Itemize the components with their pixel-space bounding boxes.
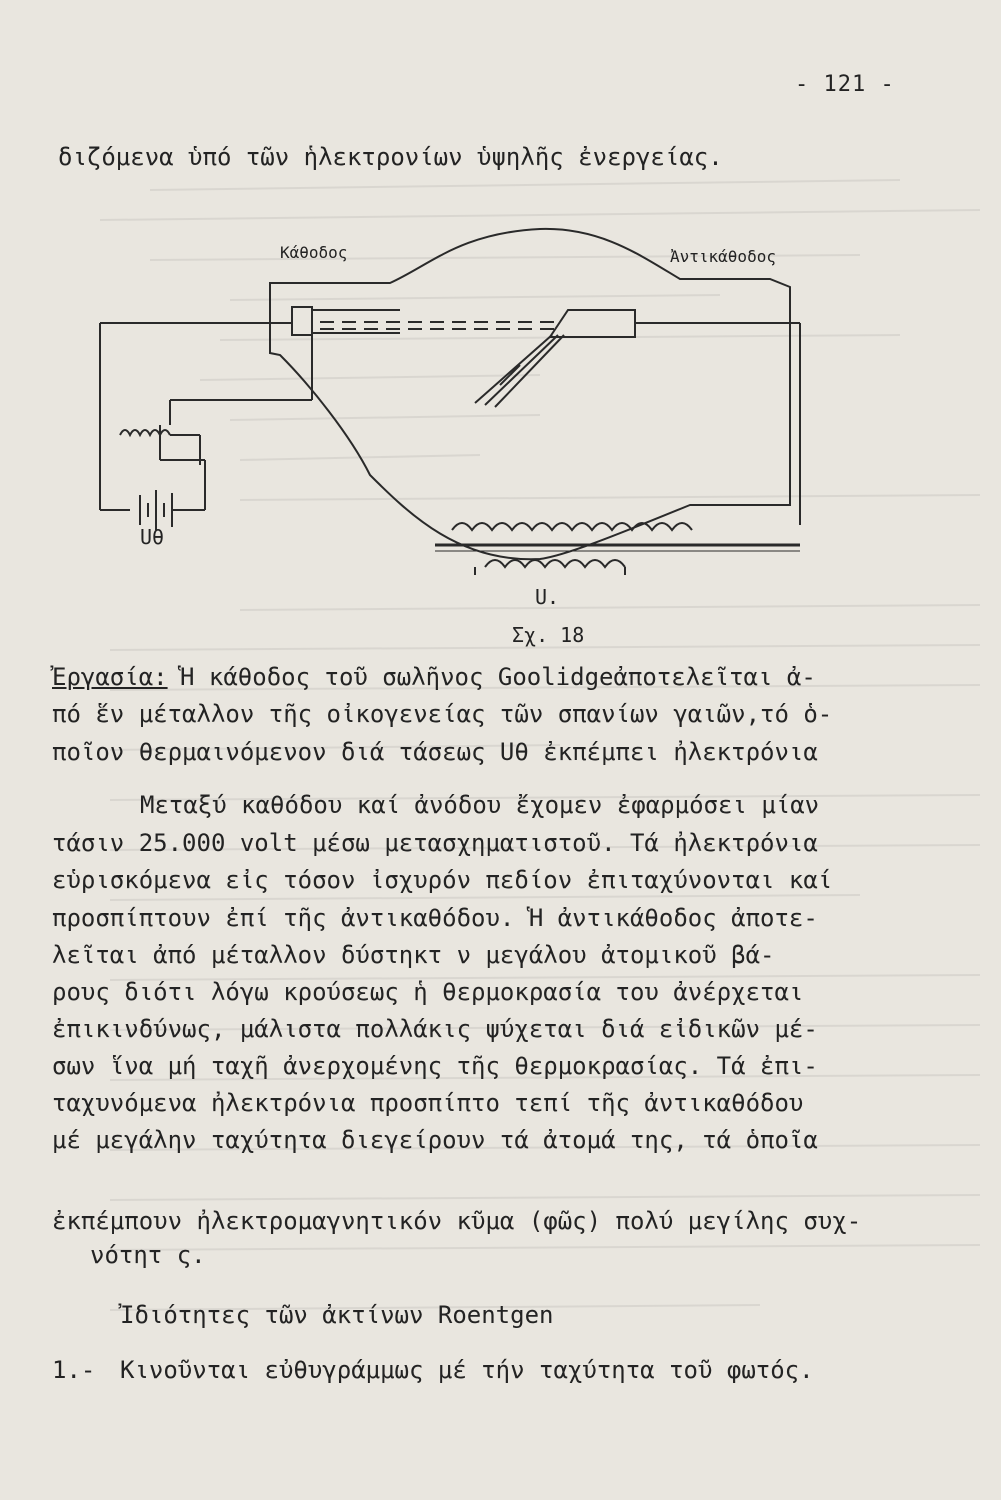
battery-symbol (140, 490, 205, 530)
intro-line: διζόμενα ὑπό τῶν ἡλεκτρονίων ὑψηλῆς ἐνεργείας. (58, 143, 723, 171)
work-line-5: τάσιν 25.000 volt μέσω μετασχηματιστοῦ. Τά ἠλεκτρόνια (52, 829, 818, 857)
cathode-label: Κάθοδος (280, 243, 348, 262)
work-line-15: νότητ ς. (90, 1241, 206, 1269)
coolidge-tube-figure (80, 225, 840, 655)
work-heading: Ἐργασία: (52, 663, 168, 691)
cathode-element (292, 307, 312, 335)
work-line-10: ἐπικινδύνως, μάλιστα πολλάκις ψύχεται διά εἰδικῶν μέ- (52, 1015, 818, 1043)
x-ray-emission (475, 335, 564, 407)
work-line-1: Ἡ κάθοδος τοῦ σωλῆνος Goolidgeἀποτελεῖται ἀ- (180, 663, 816, 691)
work-line-4: Μεταξύ καθόδου καί ἀνόδου ἔχομεν ἐφαρμόσει μίαν (140, 791, 820, 819)
property-1-text: Κινοῦνται εὐθυγράμμως μέ τήν ταχύτητα τοῦ φωτός. (120, 1356, 814, 1384)
heater-coil (120, 430, 170, 435)
transformer-primary-coil (452, 523, 692, 530)
tube-envelope (270, 229, 790, 559)
work-line-3: ποῖον θερμαινόμενον διά τάσεως Uθ ἐκπέμπει ἠλεκτρόνια (52, 738, 818, 766)
work-line-11: σων ἵνα μή ταχῆ ἀνερχομένης τῆς θερμοκρασίας. Τά ἐπι- (52, 1052, 818, 1080)
heater-voltage-label: Uθ (140, 525, 165, 549)
properties-heading: Ἰδιότητες τῶν ἀκτίνων Roentgen (120, 1301, 554, 1329)
tube-diagram-svg (80, 225, 840, 655)
property-1-number: 1.- (52, 1356, 96, 1384)
transformer-voltage-label: U. (535, 585, 560, 609)
page-number: - 121 - (795, 72, 895, 97)
anticathode-element (550, 310, 635, 337)
figure-caption: Σχ. 18 (512, 623, 585, 647)
anticathode-label: Ἀντικάθοδος (670, 247, 776, 266)
work-line-12: ταχυνόμενα ἠλεκτρόνια προσπίπτο τεπί τῆς ἀντικαθόδου (52, 1089, 804, 1117)
work-line-7: προσπίπτουν ἐπί τῆς ἀντικαθόδου. Ἡ ἀντικάθοδος ἀποτε- (52, 904, 818, 932)
work-line-2: πό ἕν μέταλλον τῆς οἰκογενείας τῶν σπανίων γαιῶν,τό ὁ- (52, 700, 833, 728)
work-line-6: εὑρισκόμενα εἰς τόσον ἰσχυρόν πεδίον ἐπιταχύνονται καί (52, 866, 833, 894)
transformer-secondary-coil (485, 560, 625, 567)
work-line-9: ρους διότι λόγω κρούσεως ἡ θερμοκρασία του ἀνέρχεται (52, 978, 804, 1006)
work-line-8: λεῖται ἀπό μέταλλον δύστηκτ ν μεγάλου ἀτομικοῦ βά- (52, 941, 775, 969)
work-line-13: μέ μεγάλην ταχύτητα διεγείρουν τά ἀτομά της, τά ὁποῖα (52, 1126, 818, 1154)
work-line-14: ἐκπέμπουν ἠλεκτρομαγνητικόν κῦμα (φῶς) πολύ μεγίλης συχ- (52, 1207, 862, 1235)
